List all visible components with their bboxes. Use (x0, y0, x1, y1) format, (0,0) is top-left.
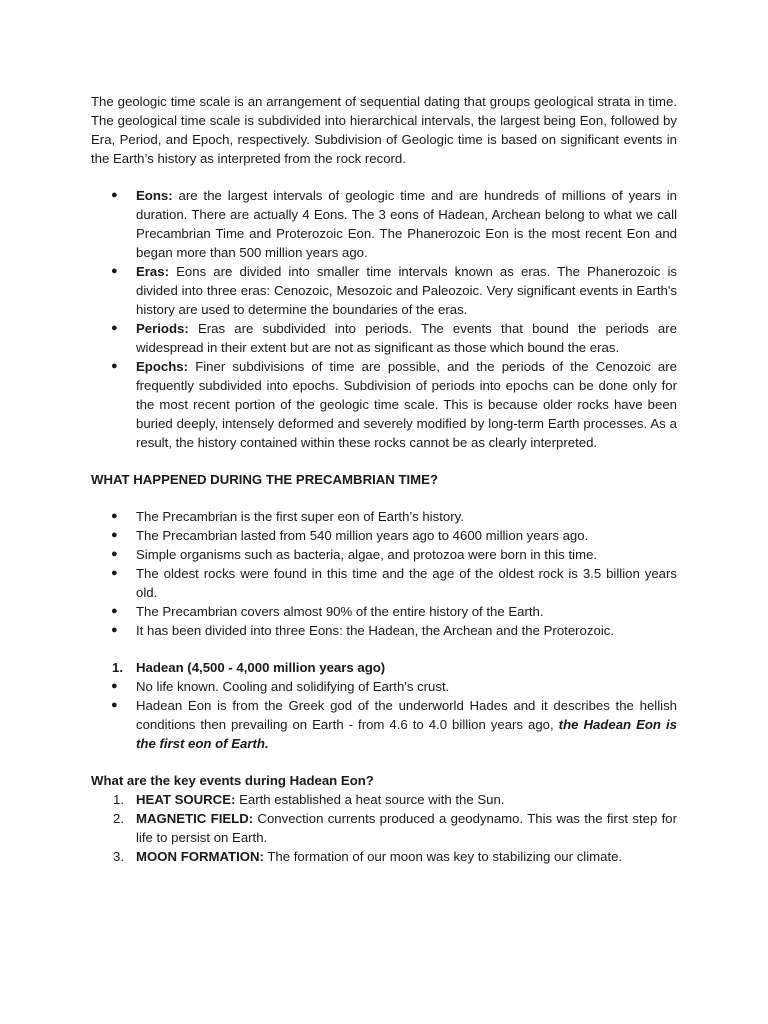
term-text: Eras are subdivided into periods. The events that bound the periods are widespread in their extent but are not as significant as those which bound the eras. (136, 321, 677, 355)
event-text: Earth established a heat source with the Sun. (235, 792, 505, 807)
time-units-list (91, 186, 677, 452)
term-label: Eras: (136, 264, 169, 279)
list-item: ● The Precambrian lasted from 540 million years ago to 4600 million years ago. (91, 526, 677, 545)
list-item (91, 319, 677, 357)
list-item (91, 262, 677, 319)
list-item (91, 847, 677, 866)
precambrian-facts-list (91, 507, 677, 640)
list-item: ● The Precambrian is the first super eon of Earth’s history. (91, 507, 677, 526)
list-number: 3. (113, 849, 124, 864)
intro-paragraph: The geologic time scale is an arrangement of sequential dating that groups geological strata in time. The geological time scale is subdivided into hierarchical intervals, the largest being Eon, followed by Era, Period, and Epoch, respectively. Subdivision of Geologic time is based on significant events in the Earth’s history as interpreted from the rock record. (91, 94, 677, 166)
list-number: 1. (112, 660, 123, 675)
key-events-list (91, 790, 677, 866)
list-item (91, 696, 677, 753)
term-text: Finer subdivisions of time are possible, and the periods of the Cenozoic are frequently subdivided into epochs. Subdivision of periods into epochs can be done only for the most recent portion of the geologic time scale. This is because older rocks have been buried deeply, intensely deformed and severely modified by long-term Earth processes. As a result, the history contained within these rocks cannot be as clearly interpreted. (136, 359, 677, 450)
hadean-section-list (91, 658, 677, 677)
hadean-origin-emphasis: the Hadean Eon is the first eon of Earth. (136, 717, 677, 751)
list-number: 1. (113, 792, 124, 807)
term-text: are the largest intervals of geologic time and are hundreds of millions of years in duration. There are actually 4 Eons. The 3 eons of Hadean, Archean belong to what we call Precambrian Time and Proterozoic Eon. The Phanerozoic Eon is the most recent Eon and began more than 500 million years ago. (136, 188, 677, 260)
list-item: ● It has been divided into three Eons: the Hadean, the Archean and the Proterozoic. (91, 621, 677, 640)
event-term: MAGNETIC FIELD: (136, 811, 254, 826)
event-text: The formation of our moon was key to stabilizing our climate. (263, 849, 623, 864)
list-item (91, 790, 677, 809)
list-item: ● The oldest rocks were found in this time and the age of the oldest rock is 3.5 billion years old. (91, 564, 677, 602)
hadean-origin-text: Hadean Eon is from the Greek god of the underworld Hades and it describes the hellish conditions then prevailing on Earth - from 4.6 to 4.0 billion years ago, (136, 698, 677, 732)
list-item (91, 809, 677, 847)
term-label: Epochs: (136, 359, 189, 374)
term-text: Eons are divided into smaller time intervals known as eras. The Phanerozoic is divided into three eras: Cenozoic, Mesozoic and Paleozoic. Very significant events in Earth's history are used to determine the boundaries of the eras. (136, 264, 677, 317)
precambrian-heading: WHAT HAPPENED DURING THE PRECAMBRIAN TIME? (91, 472, 439, 487)
hadean-title-item (91, 658, 677, 677)
hadean-points-list (91, 677, 677, 753)
term-label: Periods: (136, 321, 189, 336)
term-label: Eons: (136, 188, 173, 203)
list-number: 2. (113, 811, 124, 826)
hadean-title: Hadean (4,500 - 4,000 million years ago) (136, 660, 386, 675)
key-events-heading: What are the key events during Hadean Eon? (91, 773, 374, 788)
list-item: ● Simple organisms such as bacteria, algae, and protozoa were born in this time. (91, 545, 677, 564)
list-item: ● The Precambrian covers almost 90% of the entire history of the Earth. (91, 602, 677, 621)
list-item (91, 186, 677, 262)
event-term: MOON FORMATION: (136, 849, 264, 864)
list-item (91, 357, 677, 452)
event-text: Convection currents produced a geodynamo. This was the first step for life to persist on Earth. (136, 811, 677, 845)
list-item: ● No life known. Cooling and solidifying of Earth's crust. (91, 677, 677, 696)
event-term: HEAT SOURCE: (136, 792, 236, 807)
